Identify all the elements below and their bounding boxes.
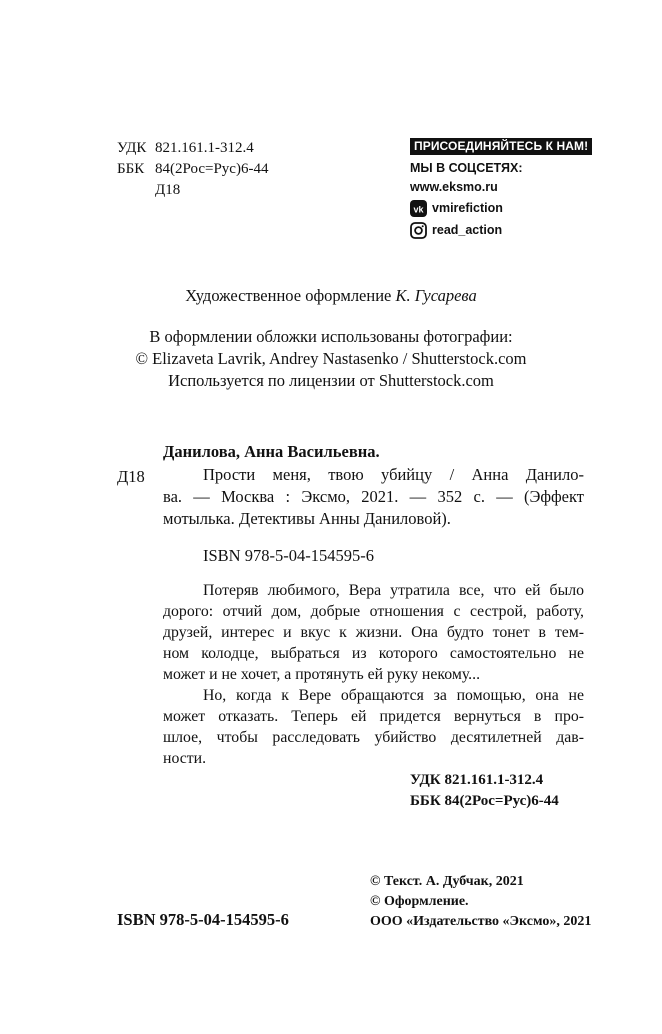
copyright-design: © Оформление. xyxy=(370,894,469,909)
annotation-line: друзей, интерес и вкус к жизни. Она будто тонет в тем- xyxy=(163,624,584,641)
isbn-bottom: ISBN 978-5-04-154595-6 xyxy=(117,910,289,929)
copyright-text: © Текст. А. Дубчак, 2021 xyxy=(370,874,524,889)
author-mark-row xyxy=(117,180,268,201)
bottom-bbk: ББК 84(2Рос=Рус)6-44 xyxy=(410,793,559,809)
copyright-publisher: ООО «Издательство «Эксмо», 2021 xyxy=(370,914,592,929)
record-desc-line: Прости меня, твою убийцу / Анна Данило- xyxy=(203,465,584,484)
bbk-value: 84(2Рос=Рус)6-44 xyxy=(155,161,269,177)
vk-handle: vmirefiction xyxy=(432,201,503,215)
photo-credit-line: © Elizaveta Lavrik, Andrey Nastasenko / Shutterstock.com xyxy=(135,349,527,368)
social-block xyxy=(410,139,592,241)
annotation-line: Потеряв любимого, Вера утратила все, что ей было xyxy=(203,582,584,599)
instagram-handle: read_action xyxy=(432,223,503,237)
instagram-icon xyxy=(410,222,427,239)
annotation-line: ном колодце, выбраться из которого самостоятельно не xyxy=(163,645,584,662)
vk-link[interactable] xyxy=(410,197,592,219)
classification-codes xyxy=(117,138,268,201)
instagram-link[interactable] xyxy=(410,219,592,241)
record-mark: Д18 xyxy=(117,467,145,486)
design-prefix: Художественное оформление xyxy=(185,286,392,305)
udk-row xyxy=(117,138,268,159)
record-desc-line: мотылька. Детективы Анны Даниловой). xyxy=(163,509,451,528)
author-mark: Д18 xyxy=(155,182,181,198)
annotation-line: шлое, чтобы расследовать убийство десятилетней дав- xyxy=(163,729,584,746)
udk-value: 821.161.1-312.4 xyxy=(155,140,254,156)
photo-credit-line: Используется по лицензии от Shutterstock.com xyxy=(168,371,494,390)
record-author: Данилова, Анна Васильевна. xyxy=(163,442,380,461)
join-banner: ПРИСОЕДИНЯЙТЕСЬ К НАМ! xyxy=(410,138,592,155)
annotation-line: Но, когда к Вере обращаются за помощью, она не xyxy=(203,687,584,704)
copyright-block xyxy=(370,872,591,932)
photo-credits xyxy=(0,326,662,392)
bbk-label: ББК xyxy=(117,161,145,177)
annotation-line: ности. xyxy=(163,750,207,767)
photo-credit-line: В оформлении обложки использованы фотографии: xyxy=(149,327,513,346)
designer-name: К. Гусарева xyxy=(395,286,477,305)
annotation-paragraph-2 xyxy=(163,685,584,769)
site-link[interactable]: www.eksmo.ru xyxy=(410,180,498,194)
bottom-codes xyxy=(410,770,559,812)
record-isbn: ISBN 978-5-04-154595-6 xyxy=(203,546,374,565)
annotation-line: дорого: отчий дом, добрые отношения с сестрой, работу, xyxy=(163,603,584,620)
annotation xyxy=(163,580,584,769)
udk-label: УДК xyxy=(117,140,147,156)
bbk-row xyxy=(117,159,268,180)
record-description xyxy=(163,464,584,530)
annotation-paragraph-1 xyxy=(163,580,584,685)
annotation-line: может отказать. Теперь ей придется вернуться в про- xyxy=(163,708,584,725)
design-credit xyxy=(0,286,662,306)
svg-text:vk: vk xyxy=(413,203,424,214)
record-desc-line: ва. — Москва : Эксмо, 2021. — 352 с. — (Эффект xyxy=(163,487,584,506)
vk-icon xyxy=(410,200,427,217)
bottom-udk: УДК 821.161.1-312.4 xyxy=(410,772,544,788)
annotation-line: может и не хочет, а протянуть ей руку некому... xyxy=(163,666,481,683)
social-heading: МЫ В СОЦСЕТЯХ: xyxy=(410,161,523,175)
